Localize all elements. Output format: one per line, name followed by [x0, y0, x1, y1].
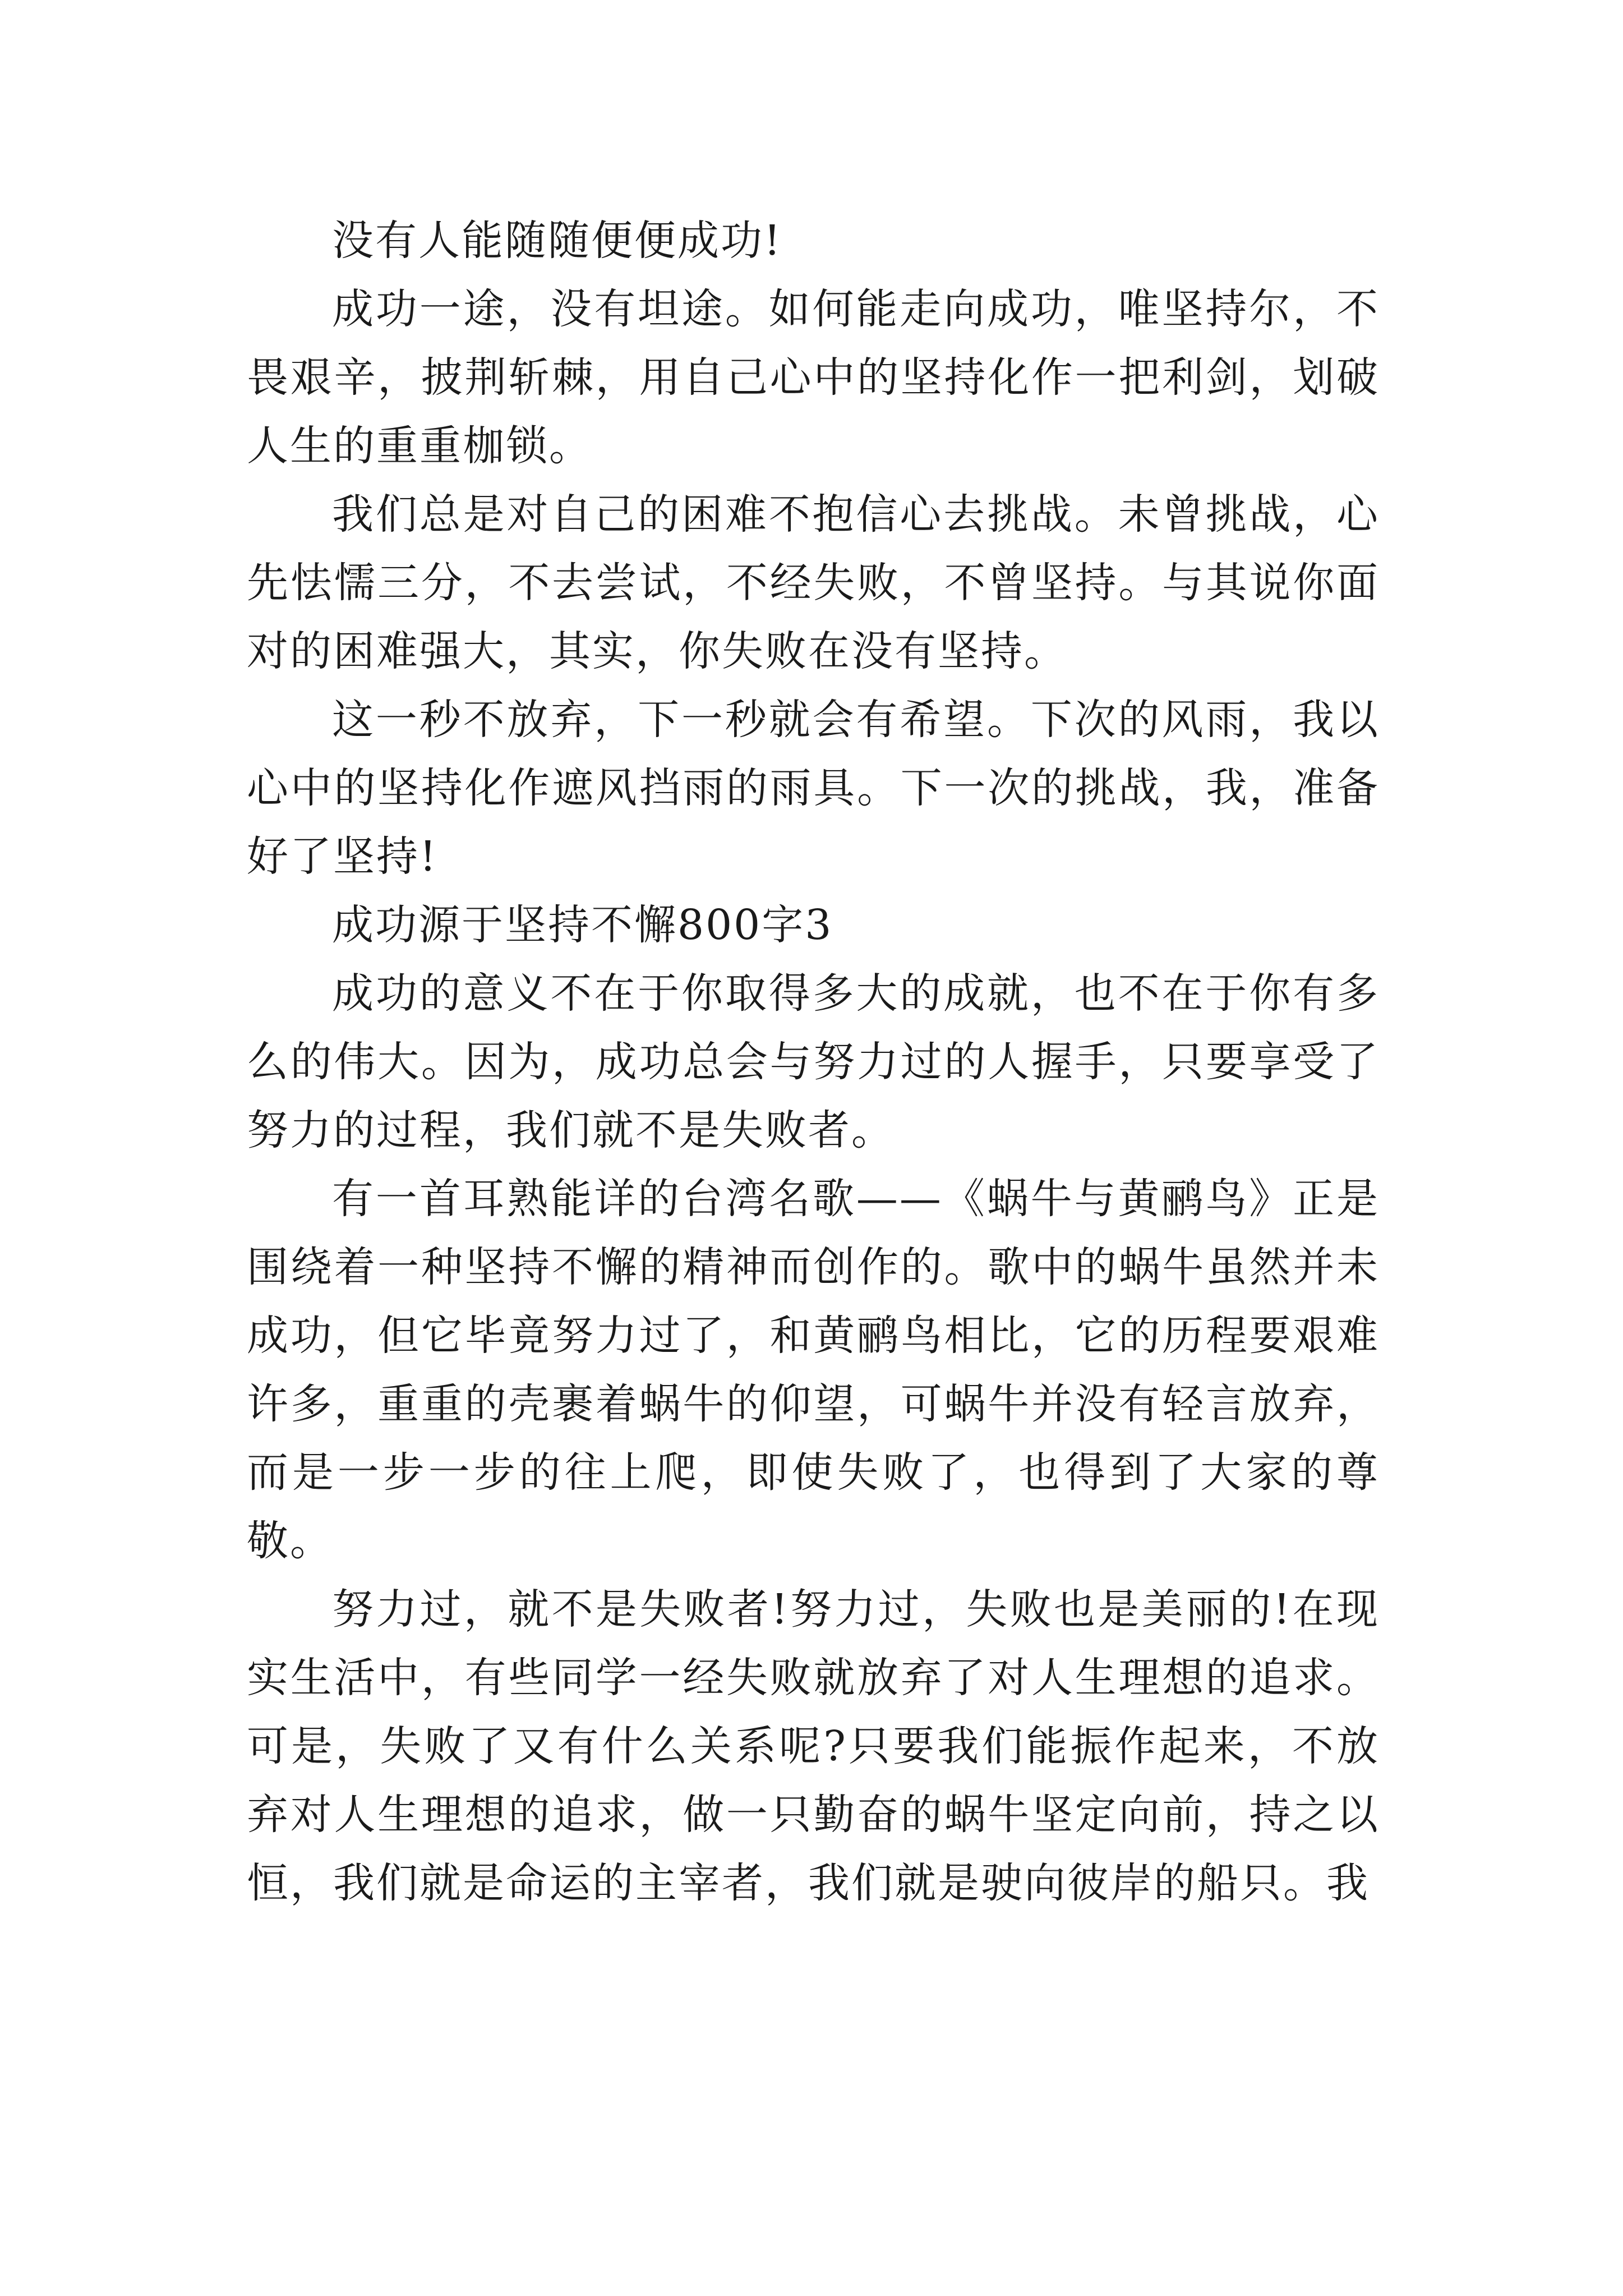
section-heading: 成功源于坚持不懈800字3 — [332, 901, 833, 949]
paragraph-7: 努力过，就不是失败者!努力过，失败也是美丽的!在现实生活中，有些同学一经失败就放弃了对人生理想的追求。可是，失败了又有什么关系呢?只要我们能振作起来，不放弃对人生理想的追求，做一只勤奋的蜗牛坚定向前，持之以恒，我们就是命运的主宰者，我们就是驶向彼岸的船只。我 — [247, 1585, 1380, 1907]
paragraph-2: 成功一途，没有坦途。如何能走向成功，唯坚持尔，不畏艰辛，披荆斩棘，用自己心中的坚持化作一把利剑，划破人生的重重枷锁。 — [247, 285, 1380, 470]
paragraph-5: 成功的意义不在于你取得多大的成就，也不在于你有多么的伟大。因为，成功总会与努力过的人握手，只要享受了努力的过程，我们就不是失败者。 — [247, 969, 1380, 1154]
paragraph-1: 没有人能随随便便成功! — [332, 217, 782, 265]
paragraph-4: 这一秒不放弃，下一秒就会有希望。下次的风雨，我以心中的坚持化作遮风挡雨的雨具。下一次的挑战，我，准备好了坚持! — [247, 696, 1380, 881]
paragraph-6: 有一首耳熟能详的台湾名歌——《蜗牛与黄鹂鸟》正是围绕着一种坚持不懈的精神而创作的。歌中的蜗牛虽然并未成功，但它毕竟努力过了，和黄鹂鸟相比，它的历程要艰难许多，重重的壳裹着蜗牛的仰望，可蜗牛并没有轻言放弃，而是一步一步的往上爬，即使失败了，也得到了大家的尊敬。 — [247, 1175, 1380, 1565]
paragraph-3: 我们总是对自己的困难不抱信心去挑战。未曾挑战，心先怯懦三分，不去尝试，不经失败，不曾坚持。与其说你面对的困难强大，其实，你失败在没有坚持。 — [247, 490, 1380, 675]
document-body — [247, 202, 1380, 1917]
